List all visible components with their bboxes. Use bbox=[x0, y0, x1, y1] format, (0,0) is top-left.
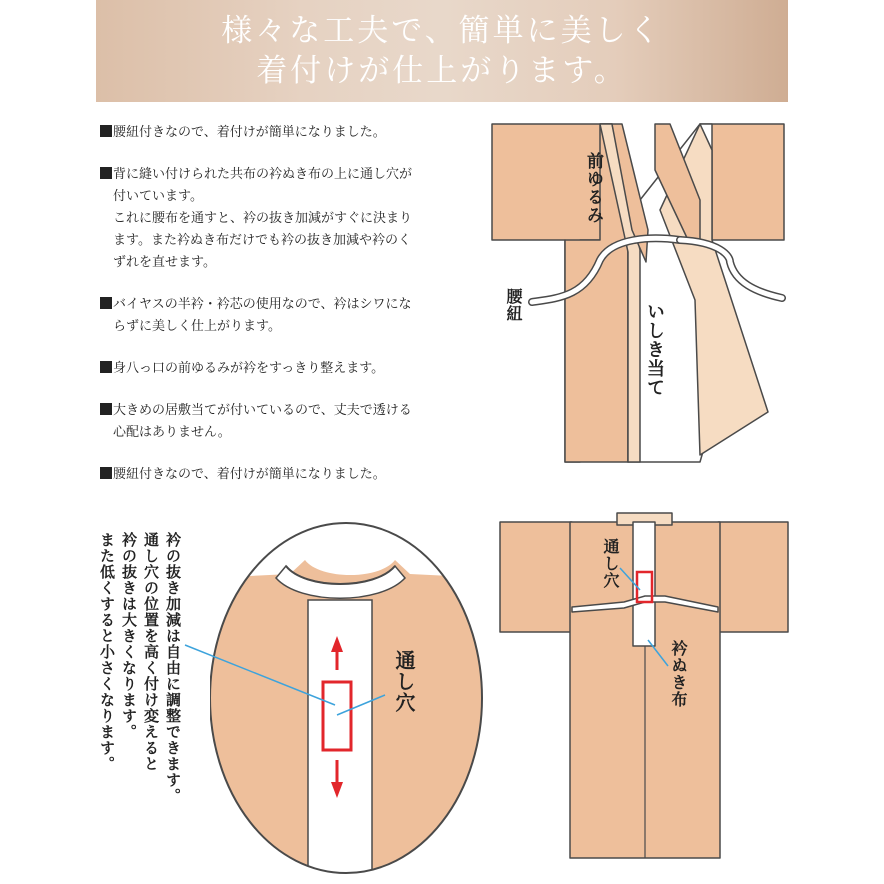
label-toshi-ana-back: 通し穴 bbox=[601, 538, 620, 589]
label-koshi-himo: 腰紐 bbox=[504, 288, 523, 322]
pointer-lines bbox=[180, 630, 340, 710]
note-col4: また低くすると小さくなります。 bbox=[98, 532, 116, 772]
feature-item: 背に縫い付けられた共布の衿ぬき布の上に通し穴が 付いています。 これに腰布を通すと、衿の抜き加減がすぐに決まり ます。また衿ぬき布だけでも衿の抜き加減や衿のく ずれを直せます。 bbox=[100, 164, 480, 274]
square-bullet-icon bbox=[100, 403, 112, 415]
back-kimono-diagram bbox=[495, 508, 795, 868]
label-mae-yurumi: 前ゆるみ bbox=[583, 152, 603, 224]
note-col1: 衿の抜き加減は自由に調整できます。 bbox=[164, 532, 182, 804]
square-bullet-icon bbox=[100, 125, 112, 137]
feature-item: 腰紐付きなので、着付けが簡単になりました。 bbox=[100, 122, 480, 144]
feature-item: バイヤスの半衿・衿芯の使用なので、衿はシワにな らずに美しく仕上がります。 bbox=[100, 294, 480, 338]
feature-item: 身八っ口の前ゆるみが衿をすっきり整えます。 bbox=[100, 358, 480, 380]
note-col3: 衿の抜きは大きくなります。 bbox=[120, 532, 138, 740]
feature-item: 腰紐付きなので、着付けが簡単になりました。 bbox=[100, 464, 480, 486]
banner-title-line2: 着付けが仕上がります。 bbox=[256, 53, 628, 89]
label-eri-nuki-nuno: 衿ぬき布 bbox=[669, 640, 688, 708]
square-bullet-icon bbox=[100, 297, 112, 309]
label-ishiki-ate: いしき当て bbox=[644, 302, 665, 397]
note-col2: 通し穴の位置を高く付け変えると bbox=[142, 532, 160, 772]
front-kimono-diagram bbox=[490, 118, 790, 478]
square-bullet-icon bbox=[100, 467, 112, 479]
label-toshi-ana-detail: 通し穴 bbox=[392, 650, 416, 713]
square-bullet-icon bbox=[100, 167, 112, 179]
banner-title-line1: 様々な工夫で、簡単に美しく bbox=[221, 13, 663, 49]
header-banner bbox=[96, 0, 788, 102]
square-bullet-icon bbox=[100, 361, 112, 373]
feature-item: 大きめの居敷当てが付いているので、丈夫で透ける 心配はありません。 bbox=[100, 400, 480, 444]
feature-list bbox=[100, 122, 480, 506]
